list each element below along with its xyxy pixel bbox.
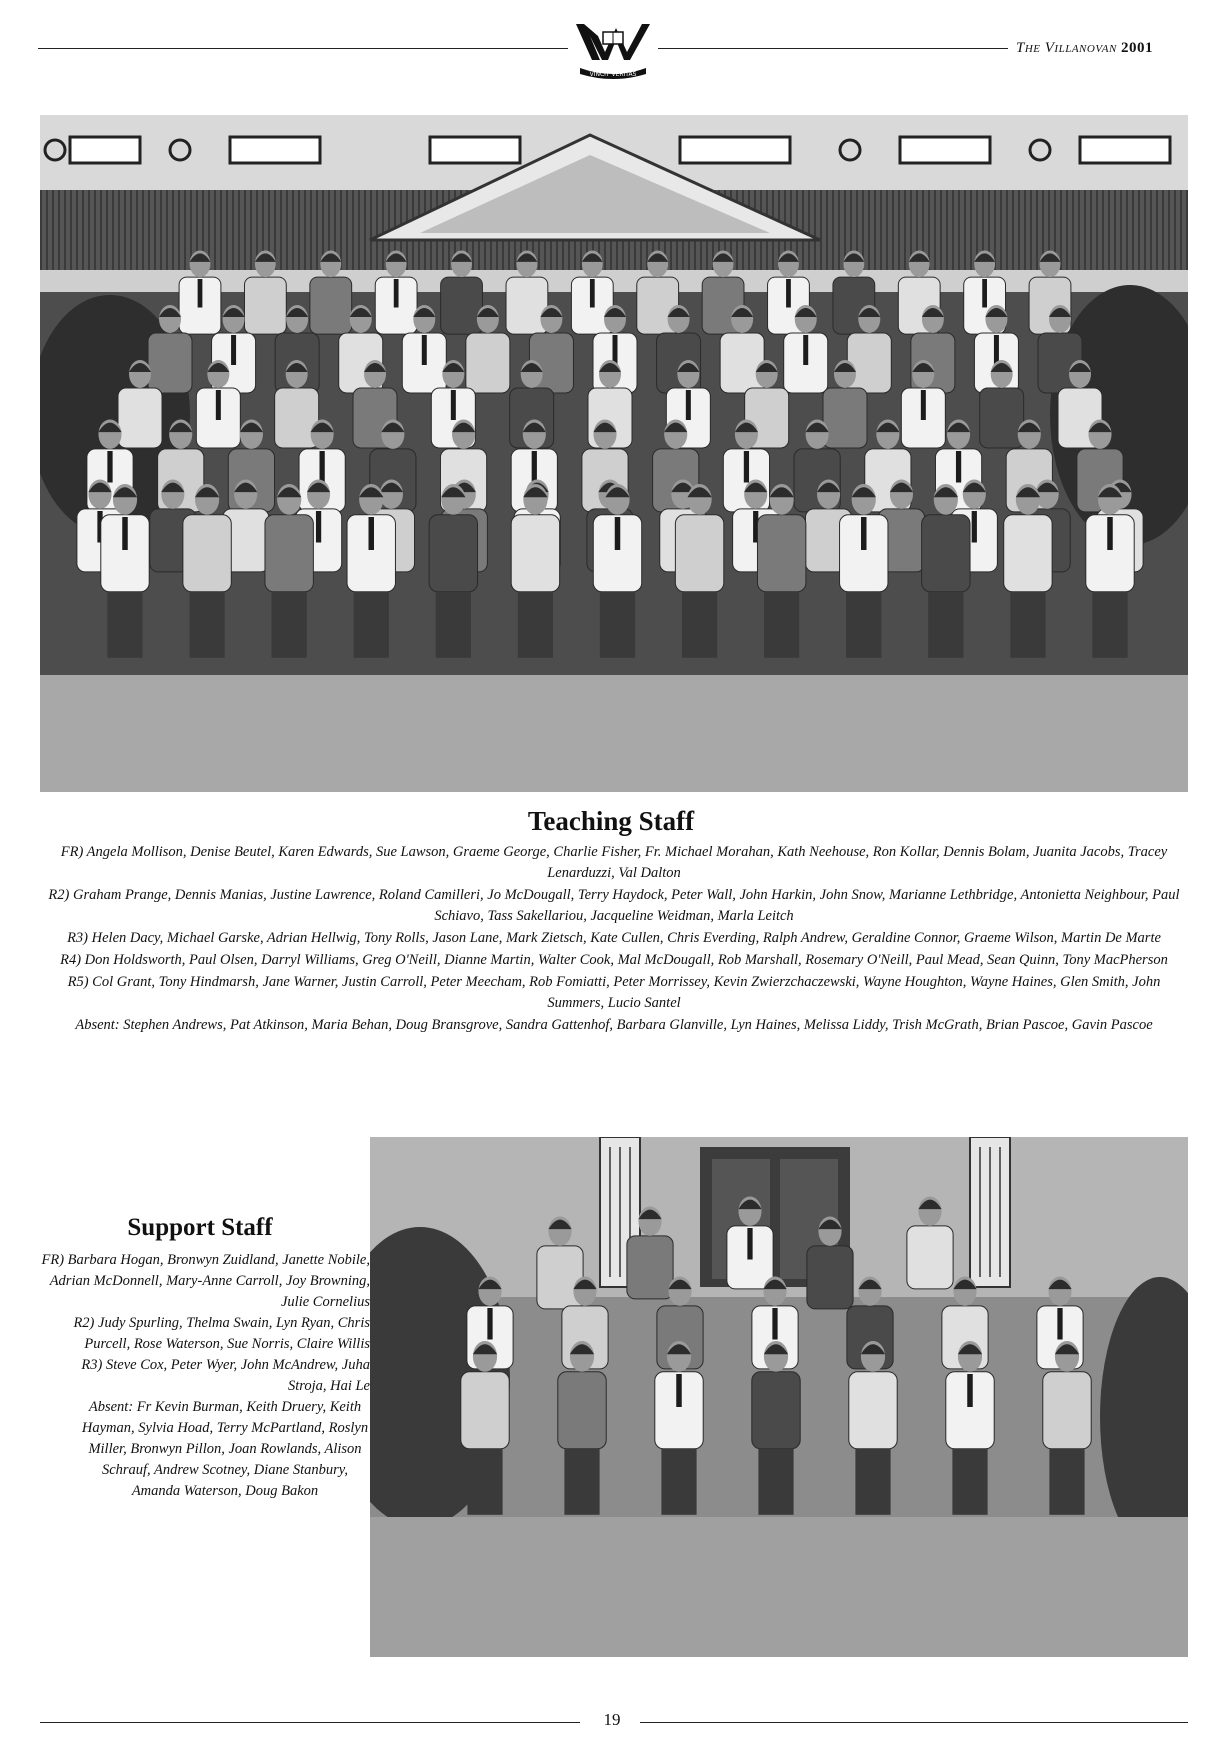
support-row-3: R3) Steve Cox, Peter Wyer, John McAndrew, Juha Stroja, Hai Le: [81, 1357, 370, 1394]
support-row-absent: Absent: Fr Kevin Burman, Keith Druery, Keith Hayman, Sylvia Hoad, Terry McPartland, Roslyn Miller, Bronwyn Pillon, Joan Rowlands, Alison Schrauf, Andrew Scotney, Diane Stanbury, Amanda Waterson, Doug Bakon: [81, 1399, 369, 1499]
running-head-title: The Villanovan: [1016, 40, 1117, 56]
support-row-2: R2) Judy Spurling, Thelma Swain, Lyn Ryan, Chris Purcell, Rose Waterson, Sue Norris, Claire Willis: [73, 1315, 370, 1352]
teaching-row-2: R2) Graham Prange, Dennis Manias, Justine Lawrence, Roland Camilleri, Jo McDougall, Terry Haydock, Peter Wall, John Harkin, John Snow, Marianne Lethbridge, Antonietta Neighbour, Paul Schiavo, Tass Sakellariou, Jacqueline Weidman, Marla Leitch: [48, 887, 1180, 924]
teaching-staff-caption: [40, 842, 1188, 1037]
support-row-front: FR) Barbara Hogan, Bronwyn Zuidland, Janette Nobile, Adrian McDonnell, Mary-Anne Carroll, Joy Browning, Julie Cornelius: [41, 1252, 370, 1310]
header-rule-right: [658, 48, 1008, 49]
logo-motto: VINCIT VERITAS: [589, 71, 637, 78]
teaching-row-4: R4) Don Holdsworth, Paul Olsen, Darryl Williams, Greg O'Neill, Dianne Martin, Walter Cook, Mal McDougall, Rob Marshall, Rosemary O'Neill, Paul Mead, Sean Quinn, Tony MacPherson: [60, 952, 1168, 968]
teaching-row-absent: Absent: Stephen Andrews, Pat Atkinson, Maria Behan, Doug Bransgrove, Sandra Gattenhof, Barbara Glanville, Lyn Haines, Melissa Liddy, Trish McGrath, Brian Pascoe, Gavin Pascoe: [75, 1017, 1153, 1033]
support-staff-title: Support Staff: [127, 1214, 273, 1241]
teaching-row-front: FR) Angela Mollison, Denise Beutel, Karen Edwards, Sue Lawson, Graeme George, Charlie Fisher, Fr. Michael Morahan, Kath Neehouse, Ron Kollar, Dennis Bolam, Juanita Jacobs, Tracey Lenarduzzi, Val Dalton: [60, 844, 1168, 881]
teaching-staff-title: Teaching Staff: [527, 806, 695, 836]
teaching-row-5: R5) Col Grant, Tony Hindmarsh, Jane Warner, Justin Carroll, Peter Meecham, Rob Fomiatti, Peter Morrissey, Kevin Zwierzchaczewski, Wayne Houghton, Wayne Haines, Glen Smith, John Summers, Lucio Santel: [67, 974, 1161, 1011]
footer-rule-right: [640, 1722, 1188, 1723]
school-crest-icon: [570, 18, 656, 82]
teaching-row-3: R3) Helen Dacy, Michael Garske, Adrian Hellwig, Tony Rolls, Jason Lane, Mark Zietsch, Kate Cullen, Chris Everding, Ralph Andrew, Geraldine Connor, Graeme Wilson, Martin De Marte: [67, 930, 1161, 946]
support-staff-caption: [40, 1250, 370, 1502]
running-head: [1016, 40, 1153, 57]
footer-rule-left: [40, 1722, 580, 1723]
teaching-staff-photo: [40, 115, 1188, 792]
header-rule-left: [38, 48, 568, 49]
running-head-year: 2001: [1121, 40, 1154, 56]
support-staff-photo: [370, 1137, 1188, 1657]
page-number: 19: [603, 1710, 621, 1729]
